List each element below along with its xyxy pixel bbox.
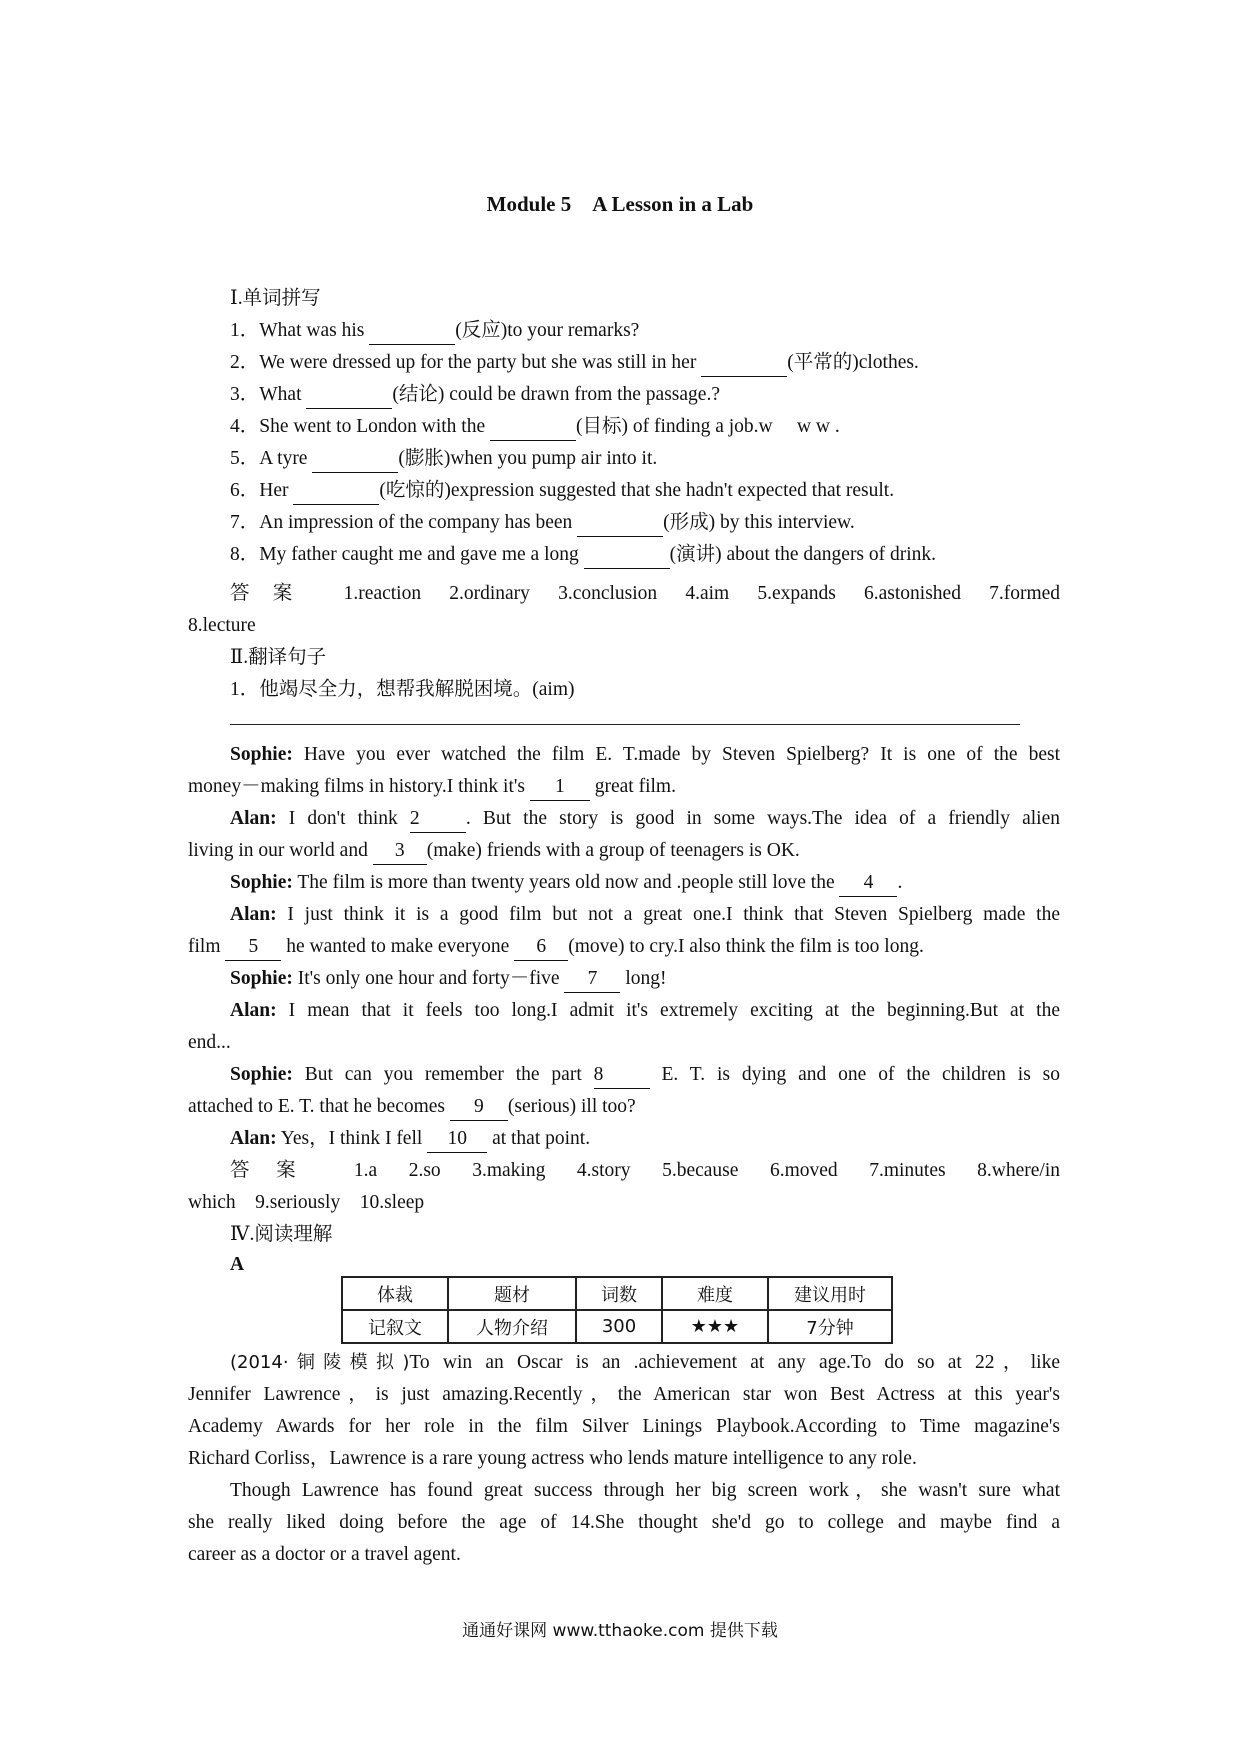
passage-label: A — [230, 1254, 245, 1275]
dialogue-line — [188, 774, 1060, 801]
answer-label: 答案 — [230, 583, 316, 604]
blank-7[interactable]: 7 — [564, 966, 620, 993]
spelling-item — [230, 382, 1060, 409]
answer-item: 7.minutes — [869, 1160, 946, 1181]
passage-line — [230, 1350, 1060, 1376]
dialogue-text: long! — [620, 968, 667, 989]
item-text: My father caught me and gave me a long — [259, 544, 584, 565]
dialogue-line — [230, 806, 1060, 833]
dialogue-text: living in our world and — [188, 840, 373, 861]
dialogue-text: I mean that it feels too long.I admit it's extremely exciting at the beginning.But at the — [276, 1000, 1060, 1021]
item-number: 4． — [230, 416, 260, 437]
answer-item: 5.expands — [757, 583, 836, 604]
blank-10[interactable]: 10 — [427, 1126, 487, 1153]
spelling-item — [230, 318, 1060, 345]
speaker-sophie: Sophie: — [230, 968, 293, 989]
speaker-sophie: Sophie: — [230, 872, 293, 893]
spelling-item — [230, 446, 1060, 473]
dialogue-line — [230, 870, 1060, 897]
dialogue-line — [230, 1126, 1060, 1153]
item-number: 2． — [230, 352, 260, 373]
item-hint: (结论) — [392, 384, 445, 405]
dialogue-text: he wanted to make everyone — [281, 936, 515, 957]
item-text: What was his — [259, 320, 370, 341]
item-hint: (吃惊的) — [379, 480, 451, 501]
answer-label: 答案 — [230, 1160, 323, 1181]
speaker-sophie: Sophie: — [230, 1064, 293, 1085]
item-text: An impression of the company has been — [259, 512, 578, 533]
item-hint: (形成) — [663, 512, 716, 533]
item-text: Her — [259, 480, 294, 501]
dialogue-text: film — [188, 936, 226, 957]
dialogue-text: attached to E. T. that he becomes — [188, 1096, 450, 1117]
item-text: to your remarks? — [507, 320, 640, 341]
spelling-item — [230, 350, 1060, 377]
answer-blank[interactable] — [577, 510, 663, 537]
difficulty-stars: ★★★ — [662, 1310, 768, 1343]
dialogue-text: . — [897, 872, 903, 893]
speaker-alan: Alan: — [230, 904, 277, 925]
translation-item-1: 1．他竭尽全力，想帮我解脱困境。(aim) — [230, 679, 575, 700]
item-text: by this interview. — [715, 512, 855, 533]
item-number: 7． — [230, 512, 260, 533]
answer-item: 6.astonished — [864, 583, 961, 604]
item-text: We were dressed up for the party but she was still in her — [259, 352, 702, 373]
answer-item: 1.reaction — [343, 583, 422, 604]
table-cell: 人物介绍 — [448, 1310, 576, 1343]
table-cell: 7分钟 — [768, 1310, 892, 1343]
item-text: She went to London with the — [259, 416, 490, 437]
blank-9[interactable]: 9 — [450, 1094, 508, 1121]
table-header-cell: 词数 — [576, 1277, 662, 1310]
item-hint: (膨胀) — [398, 448, 451, 469]
dialogue-text: (move) to cry.I also think the film is too long. — [568, 936, 924, 957]
dialogue-line — [230, 998, 1060, 1024]
dialogue-text: Have you ever watched the film E. T.made by Steven Spielberg? It is one of the best — [292, 744, 1060, 765]
table-header-cell: 难度 — [662, 1277, 768, 1310]
item-hint: (平常的) — [787, 352, 859, 373]
item-text: could be drawn from the passage.? — [444, 384, 720, 405]
dialogue-line — [188, 838, 1060, 865]
answer-line-2: 8.lecture — [188, 615, 256, 636]
blank-5[interactable]: 5 — [225, 934, 281, 961]
dialogue-line — [230, 902, 1060, 928]
dialogue-text: But can you remember the part — [292, 1064, 594, 1085]
table-cell: 记叙文 — [342, 1310, 448, 1343]
answer-line-1 — [230, 581, 1060, 607]
dialogue-text: I just think it is a good film but not a great one.I think that Steven Spielberg made the — [276, 904, 1060, 925]
answer-item: 2.so — [408, 1160, 441, 1181]
item-number: 3． — [230, 384, 260, 405]
passage-line: Richard Corliss，Lawrence is a rare young actress who lends mature intelligence to any role. — [188, 1448, 917, 1469]
item-hint: (目标) — [576, 416, 628, 437]
answer-blank[interactable] — [293, 478, 379, 505]
dialogue-line — [188, 1094, 1060, 1121]
page-title: Module 5 A Lesson in a Lab — [486, 192, 754, 216]
answer-blank[interactable] — [306, 382, 392, 409]
speaker-alan: Alan: — [230, 1000, 277, 1021]
answer-item: 5.because — [662, 1160, 739, 1181]
speaker-alan: Alan: — [230, 1128, 277, 1149]
answer-blank[interactable] — [701, 350, 787, 377]
passage-info-table — [341, 1276, 893, 1344]
item-text: when you pump air into it. — [450, 448, 658, 469]
answer-item: 2.ordinary — [449, 583, 530, 604]
source-tag: (2014·铜陵模拟) — [230, 1352, 410, 1373]
dialogue-text: . But the story is good in some ways.The idea of a friendly alien — [465, 808, 1060, 829]
item-text: about the dangers of drink. — [721, 544, 937, 565]
answer-item: 7.formed — [989, 583, 1061, 604]
dialogue-line: end... — [188, 1032, 231, 1053]
item-text: clothes. — [858, 352, 919, 373]
dialogue-line — [230, 742, 1060, 768]
item-text: A tyre — [259, 448, 313, 469]
blank-2[interactable]: 2 — [410, 806, 466, 833]
answer-blank[interactable] — [490, 414, 576, 441]
blank-8[interactable]: 8 — [594, 1062, 650, 1089]
blank-3[interactable]: 3 — [373, 838, 427, 865]
dialogue-text: It's only one hour and forty－five — [292, 968, 565, 989]
spelling-item — [230, 542, 1060, 569]
table-header-cell: 建议用时 — [768, 1277, 892, 1310]
speaker-sophie: Sophie: — [230, 744, 293, 765]
item-hint: (反应) — [455, 320, 508, 341]
table-cell: 300 — [576, 1310, 662, 1343]
table-header-cell: 题材 — [448, 1277, 576, 1310]
dialogue-text: great film. — [589, 776, 676, 797]
item-hint: (演讲) — [669, 544, 722, 565]
dialogue-line — [230, 966, 1060, 993]
dialogue-line — [188, 934, 1060, 961]
blank-6[interactable]: 6 — [514, 934, 568, 961]
item-text: of finding a job.w w w . — [628, 416, 840, 437]
section-heading-1: Ⅰ.单词拼写 — [230, 288, 321, 309]
passage-line: career as a doctor or a travel agent. — [188, 1544, 461, 1565]
dialogue-text: money－making films in history.I think it's — [188, 776, 530, 797]
answer-item: 4.story — [576, 1160, 631, 1181]
answer-line-4: which 9.seriously 10.sleep — [188, 1192, 425, 1213]
dialogue-text: Yes，I think I fell — [276, 1128, 428, 1149]
item-number: 1． — [230, 320, 260, 341]
blank-4[interactable]: 4 — [839, 870, 897, 897]
spelling-item — [230, 510, 1060, 537]
dialogue-text: E. T. is dying and one of the children is so — [649, 1064, 1060, 1085]
dialogue-text: The film is more than twenty years old now and .people still love the — [292, 872, 840, 893]
speaker-alan: Alan: — [230, 808, 277, 829]
table-row — [342, 1310, 892, 1343]
answer-blank[interactable] — [584, 542, 670, 569]
passage-line: Academy Awards for her role in the film Silver Linings Playbook.According to Time magazine's — [188, 1416, 1060, 1437]
answer-item: 8.where/in — [977, 1160, 1060, 1181]
item-text: expression suggested that she hadn't expected that result. — [450, 480, 895, 501]
spelling-item — [230, 414, 1060, 441]
dialogue-text: at that point. — [487, 1128, 591, 1149]
dialogue-text: (serious) ill too? — [507, 1096, 636, 1117]
answer-item: 1.a — [353, 1160, 378, 1181]
answer-item: 4.aim — [685, 583, 730, 604]
table-header-row — [342, 1277, 892, 1310]
item-number: 5． — [230, 448, 260, 469]
blank-1[interactable]: 1 — [530, 774, 590, 801]
dialogue-text: I don't think — [276, 808, 410, 829]
dialogue-text: (make) friends with a group of teenagers is OK. — [426, 840, 800, 861]
item-text: What — [259, 384, 307, 405]
answer-item: 6.moved — [769, 1160, 838, 1181]
passage-text: To win an Oscar is an .achievement at any age.To do so at 22，like — [409, 1352, 1060, 1373]
item-number: 6． — [230, 480, 260, 501]
dialogue-line — [230, 1062, 1060, 1089]
section-heading-4: Ⅳ.阅读理解 — [230, 1224, 333, 1245]
passage-line: Jennifer Lawrence，is just amazing.Recently，the American star won Best Actress at this year's — [188, 1384, 1060, 1405]
answer-item: 3.making — [472, 1160, 546, 1181]
answer-line-3 — [230, 1158, 1060, 1184]
answer-blank[interactable] — [369, 318, 455, 345]
answer-blank[interactable] — [312, 446, 398, 473]
spelling-item — [230, 478, 1060, 505]
answer-rule-line — [230, 724, 1020, 725]
page-footer: 通通好课网 www.tthaoke.com 提供下载 — [462, 1621, 778, 1641]
table-header-cell: 体裁 — [342, 1277, 448, 1310]
item-number: 8． — [230, 544, 260, 565]
section-heading-2: Ⅱ.翻译句子 — [230, 647, 327, 668]
answer-item: 3.conclusion — [558, 583, 658, 604]
passage-line: Though Lawrence has found great success through her big screen work，she wasn't sure what — [230, 1480, 1060, 1501]
passage-line: she really liked doing before the age of 14.She thought she'd go to college and maybe find a — [188, 1512, 1060, 1533]
